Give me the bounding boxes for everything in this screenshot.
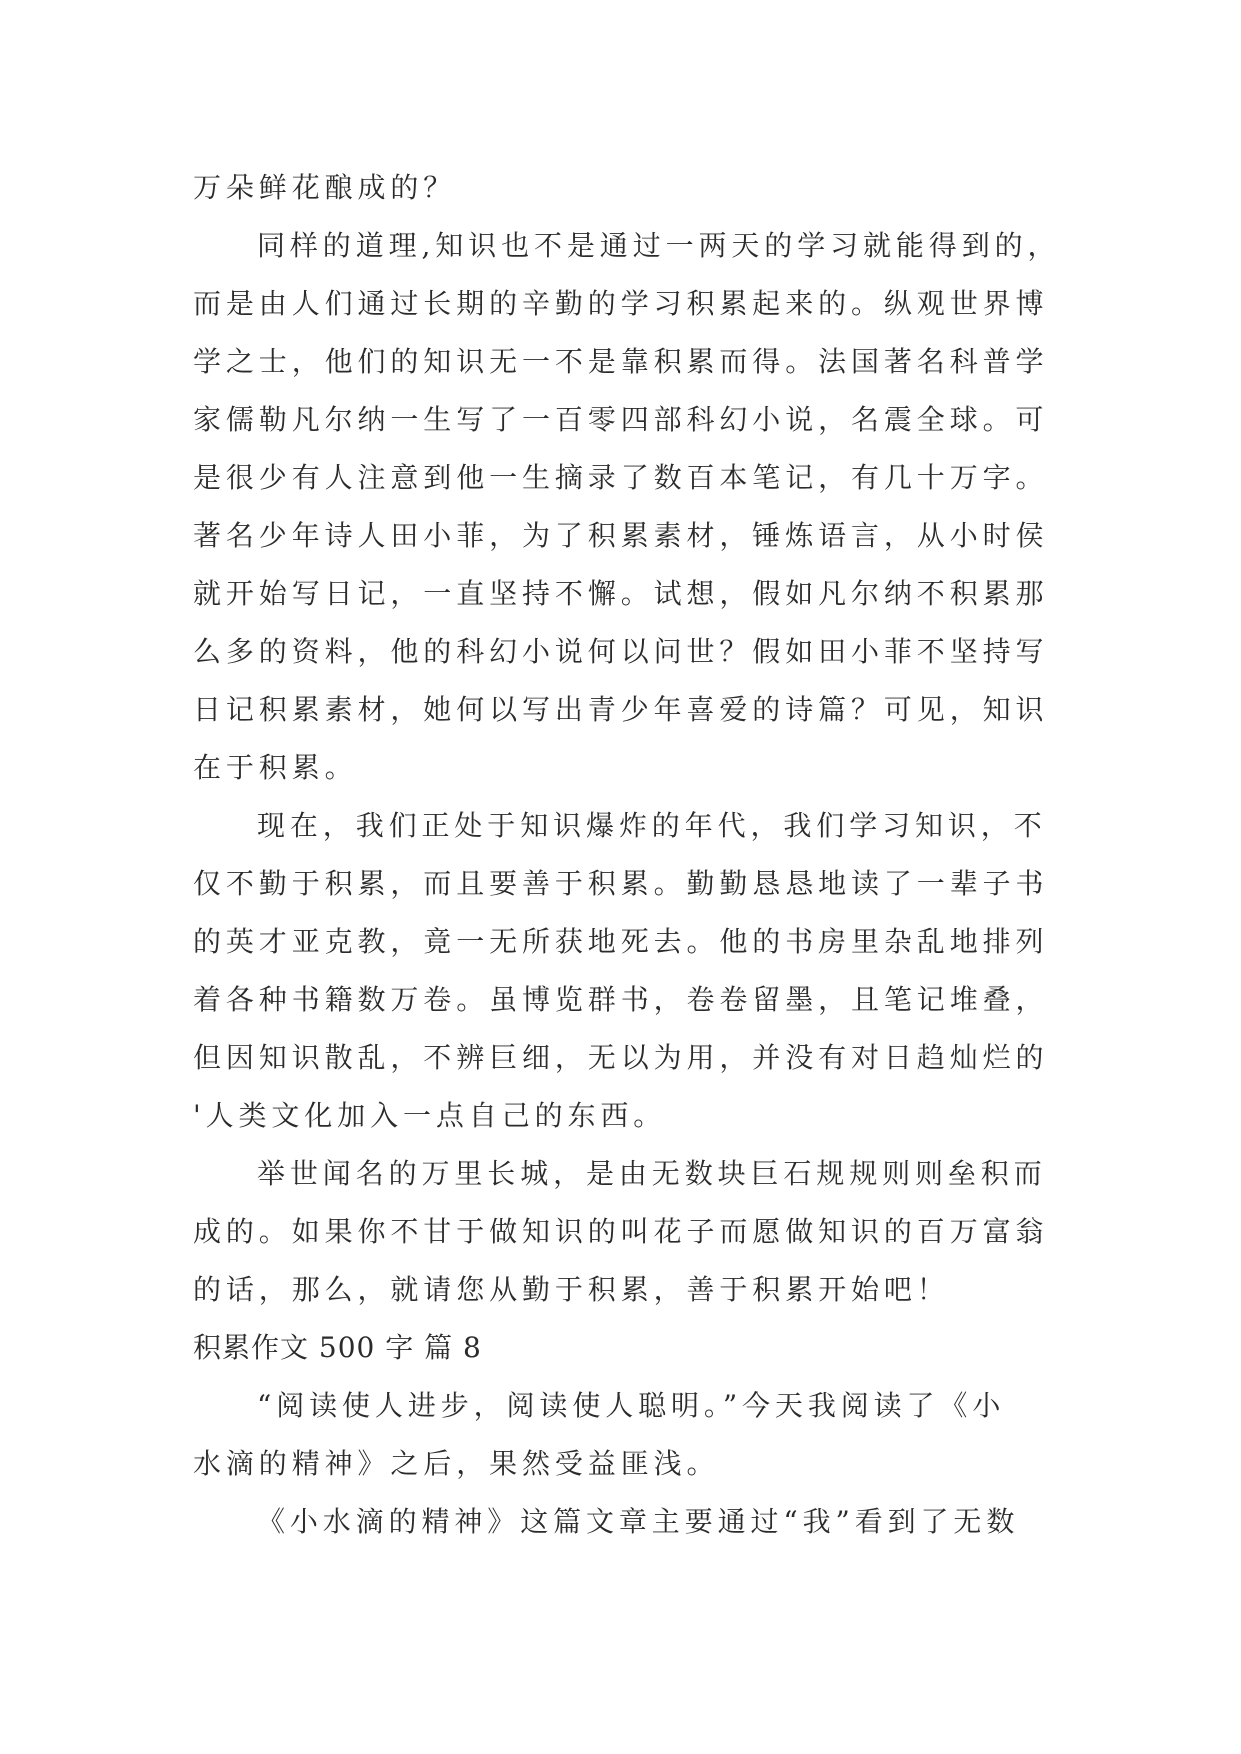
- text-line: 在于积累。: [193, 751, 358, 784]
- text-line: 举世闻名的万里长城，是由无数块巨石规规则则垒积而: [257, 1157, 1047, 1190]
- text-line: 但因知识散乱，不辨巨细，无以为用，并没有对日趋灿烂的: [193, 1041, 1049, 1074]
- text-line: 同样的道理,知识也不是通过一两天的学习就能得到的，: [257, 229, 1061, 262]
- text-line: 着各种书籍数万卷。虽博览群书，卷卷留墨，且笔记堆叠，: [193, 983, 1049, 1016]
- text-line: 日记积累素材，她何以写出青少年喜爱的诗篇？可见，知识: [193, 693, 1049, 726]
- text-line: 就开始写日记，一直坚持不懈。试想，假如凡尔纳不积累那: [193, 577, 1049, 610]
- text-line: 而是由人们通过长期的辛勤的学习积累起来的。纵观世界博: [193, 287, 1049, 320]
- text-line: 水滴的精神》之后，果然受益匪浅。: [193, 1447, 720, 1480]
- text-line: 学之士，他们的知识无一不是靠积累而得。法国著名科普学: [193, 345, 1049, 378]
- text-line: 的话，那么，就请您从勤于积累，善于积累开始吧！: [193, 1273, 950, 1306]
- text-line: 家儒勒凡尔纳一生写了一百零四部科幻小说，名震全球。可: [193, 403, 1049, 436]
- text-line: 著名少年诗人田小菲，为了积累素材，锤炼语言，从小时侯: [193, 519, 1049, 552]
- text-line: 仅不勤于积累，而且要善于积累。勤勤恳恳地读了一辈子书: [193, 867, 1049, 900]
- text-line: “阅读使人进步，阅读使人聪明。”今天我阅读了《小: [257, 1389, 1006, 1422]
- text-line: 么多的资料，他的科幻小说何以问世？假如田小菲不坚持写: [193, 635, 1049, 668]
- text-line: 成的。如果你不甘于做知识的叫花子而愿做知识的百万富翁: [193, 1215, 1049, 1248]
- text-line: 现在，我们正处于知识爆炸的年代，我们学习知识，不: [257, 809, 1047, 842]
- text-line: '人类文化加入一点自己的东西。: [193, 1099, 667, 1132]
- text-line: 是很少有人注意到他一生摘录了数百本笔记，有几十万字。: [193, 461, 1049, 494]
- document-body: [193, 159, 1063, 1551]
- text-line: 《小水滴的精神》这篇文章主要通过“我”看到了无数: [257, 1505, 1020, 1538]
- text-line: 的英才亚克教，竟一无所获地死去。他的书房里杂乱地排列: [193, 925, 1049, 958]
- section-heading: 积累作文 500 字 篇 8: [193, 1331, 482, 1364]
- text-line: 万朵鲜花酿成的？: [193, 171, 457, 204]
